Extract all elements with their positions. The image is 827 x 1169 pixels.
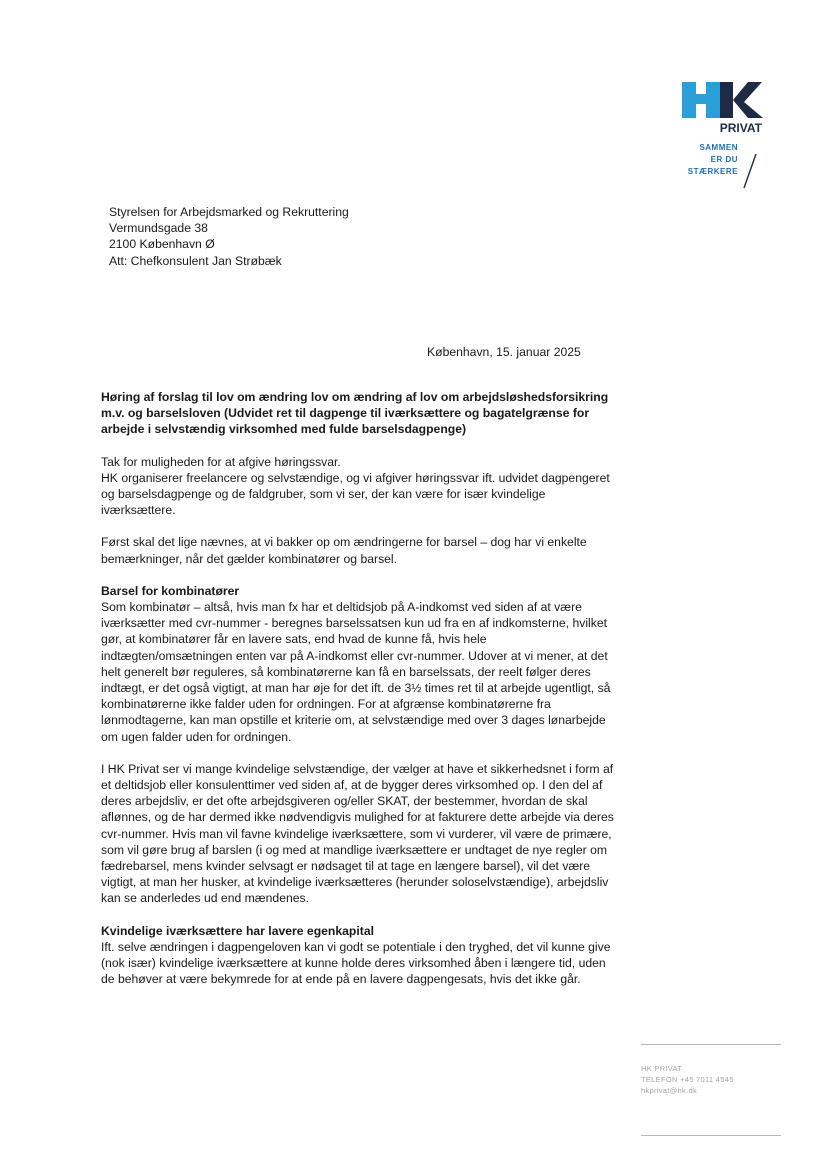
recipient-line: Styrelsen for Arbejdsmarked og Rekruttering (109, 205, 349, 219)
logo-tagline-1: SAMMEN (699, 143, 738, 152)
logo-k-stem (720, 82, 733, 118)
section-heading-egenkapital: Kvindelige iværksættere har lavere egenkapital (101, 923, 374, 938)
hk-logo-icon (676, 80, 766, 195)
footer-email: hkprivat@hk.dk (641, 1086, 698, 1095)
logo-h-left-stem (682, 82, 696, 118)
intro-line-1: Tak for muligheden for at afgive høringssvar. (101, 454, 341, 469)
logo-tagline-2: ER DU (710, 155, 738, 164)
letter-body (101, 389, 621, 1004)
recipient-line: Vermundsgade 38 (109, 221, 208, 236)
hk-privat-logo (676, 80, 766, 195)
letter-title: Høring af forslag til lov om ændring lov om ændring af lov om arbejdsløshedsforsikring m.v. og barselsloven (Udvidet ret til dagpenge til iværksættere og bagatelgrænse for arbejde i selvstændig virksomhed med fulde barselsdagpenge) (101, 390, 609, 437)
footer-bottom-divider (641, 1135, 781, 1136)
logo-tagline-3: STÆRKERE (687, 167, 738, 176)
section-heading-kombinatorer: Barsel for kombinatører (101, 583, 240, 598)
recipient-line: Att: Chefkonsulent Jan Strøbæk (109, 253, 282, 268)
footer-top-divider (641, 1044, 781, 1045)
letter-date: København, 15. januar 2025 (427, 345, 581, 359)
footer-phone: TELEFON +45 7011 4545 (641, 1075, 734, 1084)
paragraph-first: Først skal det lige nævnes, at vi bakker op om ændringerne for barsel – dog har vi enkelte bemærkninger, når det gælder kombinatører og barsel. (101, 535, 587, 566)
footer-org: HK PRIVAT (641, 1064, 683, 1073)
logo-k-arms (733, 82, 763, 118)
recipient-line: 2100 København Ø (109, 237, 215, 252)
paragraph-women: I HK Privat ser vi mange kvindelige selvstændige, der vælger at have et sikkerhedsnet i form af et deltidsjob eller konsulenttimer ved siden af, at de bygger deres virksomhed op. I den del af deres arbejdsliv, er det ofte arbejdsgiveren og/eller SKAT, der bestemmer, hvordan de skal aflønnes, og de har dermed ikke nødvendigvis mulighed for at fakturere dette arbejde via deres cvr-nummer. Hvis man vil favne kvindelige iværksættere, som vi vurderer, vil være de primære, som vil gøre brug af barslen (i og med at mandlige iværksættere er undtaget de nye regler om fædrebarsel, mens kvinder selvsagt er nødsaget til at tage en længere barsel), vil det være vigtigt, at man her husker, at kvindelige iværksætteres (herunder soloselvstændige), arbejdsliv kan se anderledes ud end mændenes. (101, 761, 614, 906)
section-body-kombinatorer: Som kombinatør – altså, hvis man fx har et deltidsjob på A-indkomst ved siden af at være iværksætter med cvr-nummer - beregnes barselssatsen kun ud fra en af indkomsterne, hvilket gør, at kombinatører får en lavere sats, end hvad de kunne få, hvis hele indtægten/omsætningen enten var på A-indkomst eller cvr-nummer. Udover at vi mener, at det helt generelt bør reguleres, så kombinatørerne kan få en barselssats, der reelt følger deres indtægt, er det også vigtigt, at man har øje for det ift. de 3½ times ret til at arbejde ugentligt, så kombinatørerne ikke falder uden for ordningen. For at afgrænse kombinatørerne fra lønmodtagerne, kan man opstille et kriterie om, at selvstændige med over 3 dages lønarbejde om ugen falder uden for ordningen. (101, 600, 611, 744)
logo-slash (744, 154, 756, 188)
logo-name: PRIVAT (719, 121, 762, 135)
footer-contact (641, 1063, 734, 1096)
recipient-address (109, 204, 349, 269)
logo-h-right-stem (706, 82, 720, 118)
intro-line-2: HK organiserer freelancere og selvstændige, og vi afgiver høringssvar ift. udvidet dagpengeret og barselsdagpenge og de faldgruber, som vi ser, der kan være for især kvindelige iværksættere. (101, 470, 610, 518)
section-body-egenkapital: Ift. selve ændringen i dagpengeloven kan vi godt se potentiale i den tryghed, det vil kunne give (nok især) kvindelige iværksættere at kunne holde deres virksomhed åben i længere tid, uden de behøver at være bekymrede for at ende på en lavere dagpengesats, hvis det ikke går. (101, 939, 611, 987)
